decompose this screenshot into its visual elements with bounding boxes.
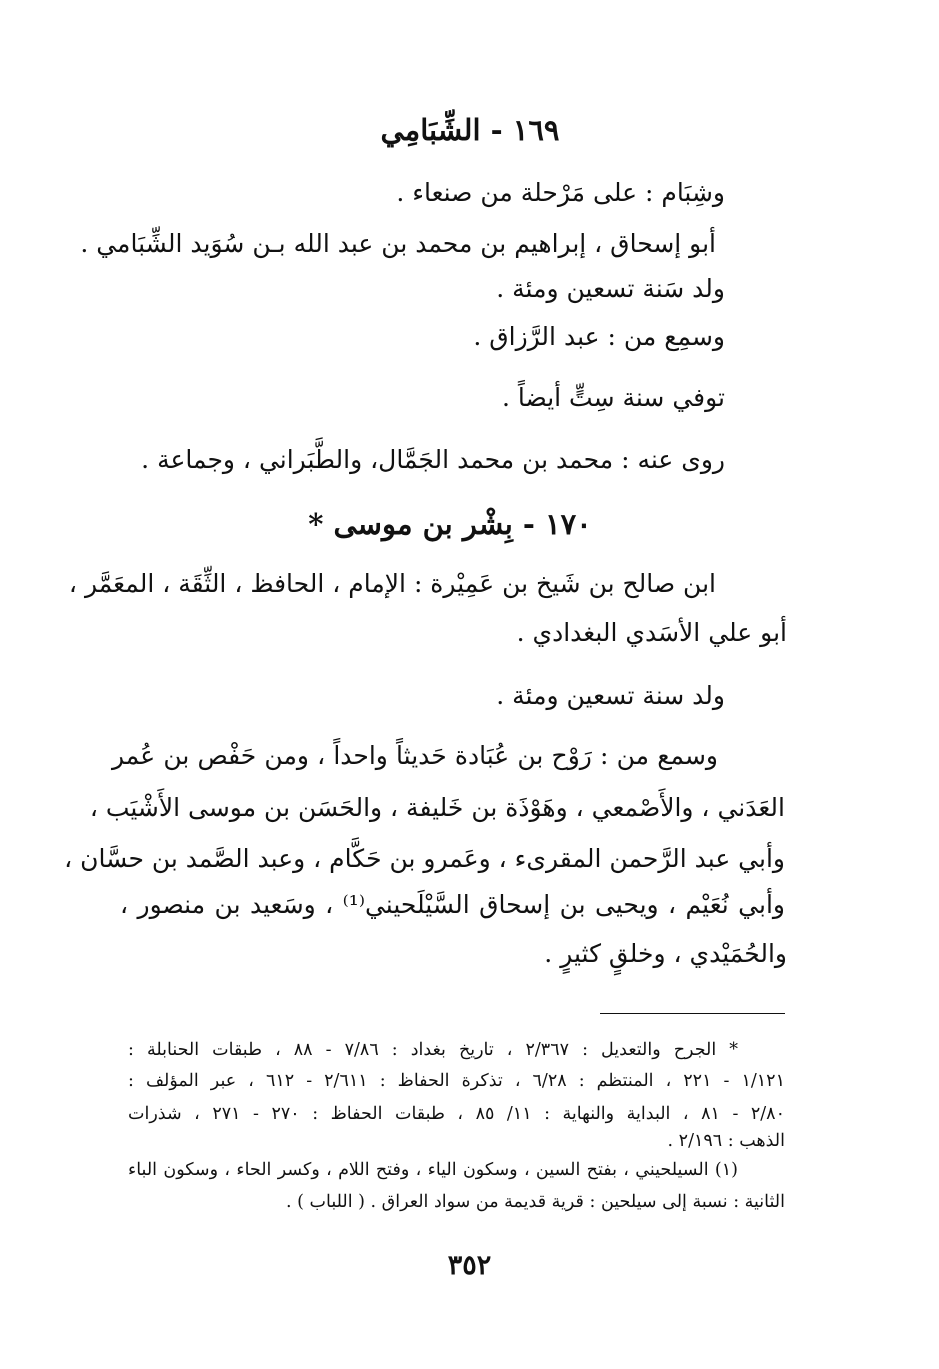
footnote-sources-line: الذهب : ٢/١٩٦ .: [667, 1131, 785, 1151]
footnote-divider: [600, 1013, 785, 1014]
footnote-1-line: (١) السيلحيني ، بفتح السين ، وسكون الياء ، وفتح اللام ، وكسر الحاء ، وسكون الباء: [128, 1160, 738, 1180]
entry-169-line: روى عنه : محمد بن محمد الجَمَّال، والطَّبَراني ، وجماعة .: [141, 445, 725, 474]
entry-169-heading: ١٦٩ - الشِّبَامِي: [380, 113, 560, 147]
entry-170-heard-line: والحُمَيْدي ، وخلقٍ كثيرٍ .: [544, 939, 787, 968]
entry-170-intro-line: أبو علي الأسَدي البغدادي .: [516, 618, 787, 647]
footnote-sources-line: * الجرح والتعديل : ٢/٣٦٧ ، تاريخ بغداد : ٧/٨٦ - ٨٨ ، طبقات الحنابلة :: [128, 1040, 738, 1060]
entry-169-line: أبو إسحاق ، إبراهيم بن محمد بن عبد الله بـن سُوَيد الشِّبَامي .: [80, 229, 716, 258]
entry-170-heard-line: وسمع من : رَوْح بن عُبَادة حَديثاً واحداً ، ومن حَفْص بن عُمر: [112, 741, 718, 770]
page-number: ٣٥٢: [447, 1250, 492, 1281]
entry-170-intro-line: ابن صالح بن شَيخ بن عَمِيْرة : الإمام ، الحافظ ، الثِّقَة ، المعَمَّر ،: [68, 569, 716, 598]
entry-170-heard-line: العَدَني ، والأَصْمعي ، وهَوْذَة بن خَليفة ، والحَسَن بن موسى الأَشْيَب ،: [89, 793, 785, 822]
entry-170-heard-line: وأبي عبد الرَّحمن المقرىء ، وعَمرو بن حَكَّام ، وعبد الصَّمد بن حسَّان ،: [64, 844, 785, 873]
entry-169-line: وشِبَام : على مَرْحلة من صنعاء .: [396, 178, 725, 207]
footnote-sources-line: ٢/٨٠ - ٨١ ، البداية والنهاية : ١١/ ٨٥ ، طبقات الحفاظ : ٢٧٠ - ٢٧١ ، شذرات: [128, 1104, 785, 1124]
footnote-1-line: الثانية : نسبة إلى سيلحين : قرية قديمة من سواد العراق . ( اللباب ) .: [286, 1192, 785, 1212]
entry-169-line: وسمِع من : عبد الرَّزاق .: [473, 322, 725, 351]
entry-170-heading: ١٧٠ - بِشْر بن موسى *: [308, 507, 592, 541]
entry-170-heard-line: وأبي نُعَيْم ، ويحيى بن إسحاق السَّيْلَحيني⁽¹⁾ ، وسَعيد بن منصور ،: [120, 890, 785, 919]
entry-170-born: ولد سنة تسعين ومئة .: [496, 681, 725, 710]
footnote-sources-line: ١/١٢١ - ٢٢١ ، المنتظم : ٦/٢٨ ، تذكرة الحفاظ : ٢/٦١١ - ٦١٢ ، عبر المؤلف :: [128, 1071, 785, 1091]
entry-169-line: توفي سنة سِتٍّ أيضاً .: [502, 383, 725, 412]
entry-169-line: ولد سَنة تسعين ومئة .: [496, 274, 725, 303]
